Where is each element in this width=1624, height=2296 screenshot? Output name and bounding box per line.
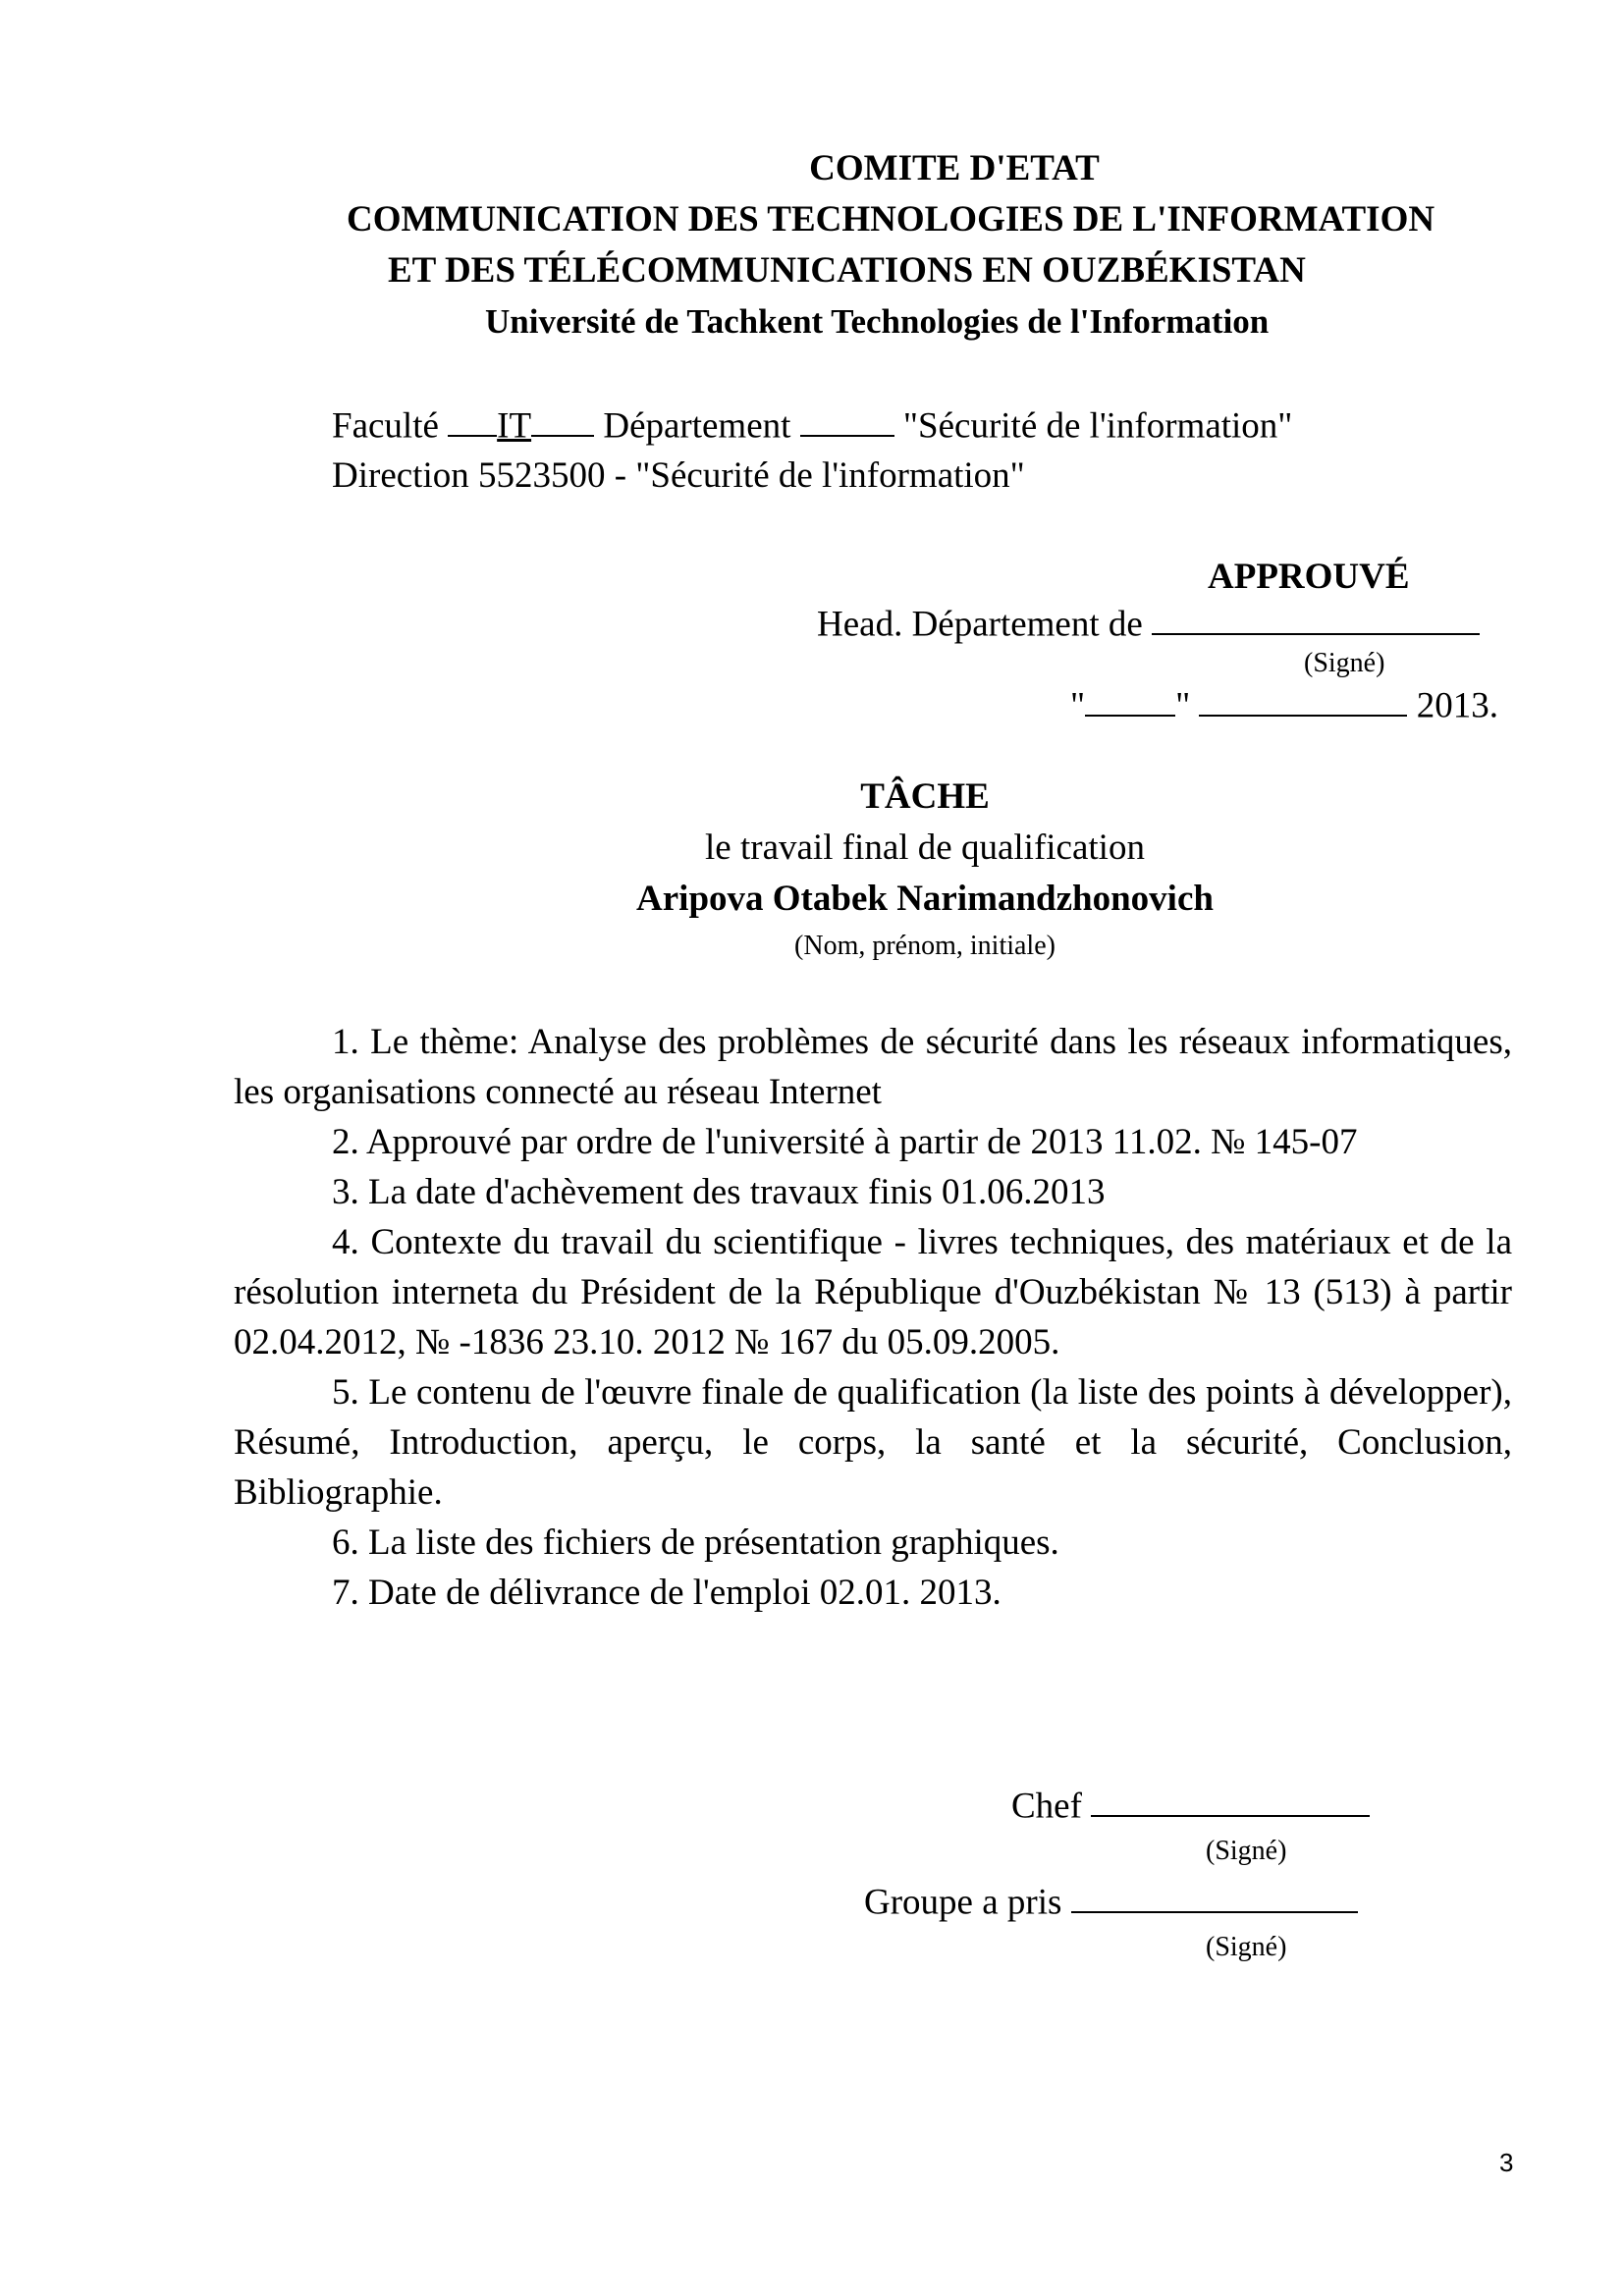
task-title: TÂCHE: [860, 776, 990, 817]
faculty-value: IT: [497, 405, 532, 447]
header-communication: COMMUNICATION DES TECHNOLOGIES DE L'INFORMATION: [347, 199, 1435, 240]
signature-line: [1071, 1879, 1358, 1913]
approval-date-line: [1070, 682, 1498, 726]
task-items: [234, 1017, 1512, 1618]
signature-line: [1091, 1783, 1370, 1817]
groupe-label: Groupe a pris: [864, 1882, 1062, 1923]
header-university: Université de Tachkent Technologies de l'Information: [485, 302, 1270, 341]
header-committee: COMITE D'ETAT: [809, 148, 1100, 188]
task-item: 4. Contexte du travail du scientifique - livres techniques, des matériaux et de la résolution interneta du Président de la République d'Ouzbékistan № 13 (513) à partir 02.04.2012, № -1836 23.10. 2012 № 167 du 05.09.2005.: [234, 1222, 1512, 1362]
faculty-label: Faculté: [332, 405, 439, 447]
blank-line: [531, 402, 594, 437]
quote-open: ": [1070, 685, 1086, 726]
task-item: 7. Date de délivrance de l'emploi 02.01. 2013.: [332, 1573, 1001, 1613]
approval-signed-note: (Signé): [1304, 648, 1385, 678]
chef-signed-note: (Signé): [1206, 1836, 1287, 1866]
task-item: 6. La liste des fichiers de présentation graphiques.: [332, 1522, 1059, 1563]
approval-title: APPROUVÉ: [1208, 557, 1410, 597]
day-blank: [1085, 682, 1175, 717]
header-telecom: ET DES TÉLÉCOMMUNICATIONS EN OUZBÉKISTAN: [388, 250, 1306, 291]
task-item: 5. Le contenu de l'œuvre finale de qualification (la liste des points à développer), Résumé, Introduction, aperçu, le corps, la santé et la sécurité, Conclusion, Bibliographie.: [234, 1372, 1512, 1513]
quote-close: ": [1175, 685, 1191, 726]
department-label: Département: [603, 405, 791, 447]
task-item: 3. La date d'achèvement des travaux finis 01.06.2013: [332, 1172, 1106, 1212]
month-blank: [1199, 682, 1407, 717]
task-item: 1. Le thème: Analyse des problèmes de sécurité dans les réseaux informatiques, les organisations connecté au réseau Internet: [234, 1022, 1512, 1112]
groupe-signed-note: (Signé): [1206, 1932, 1287, 1962]
blank-line: [800, 402, 894, 437]
blank-line: [448, 402, 497, 437]
approval-head-label: Head. Département de: [817, 604, 1143, 645]
name-note: (Nom, prénom, initiale): [794, 931, 1056, 961]
approval-head-line: [817, 601, 1480, 645]
student-name: Aripova Otabek Narimandzhonovich: [636, 879, 1214, 919]
task-subtitle: le travail final de qualification: [705, 828, 1145, 868]
task-item: 2. Approuvé par ordre de l'université à partir de 2013 11.02. № 145-07: [332, 1122, 1358, 1162]
faculty-line: [332, 402, 1292, 447]
chef-signature-line: [1011, 1783, 1370, 1827]
page-number: 3: [1499, 2148, 1514, 2177]
signature-line: [1152, 601, 1480, 635]
direction-line: Direction 5523500 - "Sécurité de l'information": [332, 455, 1025, 496]
approval-year: 2013.: [1416, 685, 1498, 726]
groupe-signature-line: [864, 1879, 1358, 1923]
department-value: "Sécurité de l'information": [902, 405, 1293, 447]
chef-label: Chef: [1011, 1786, 1082, 1827]
